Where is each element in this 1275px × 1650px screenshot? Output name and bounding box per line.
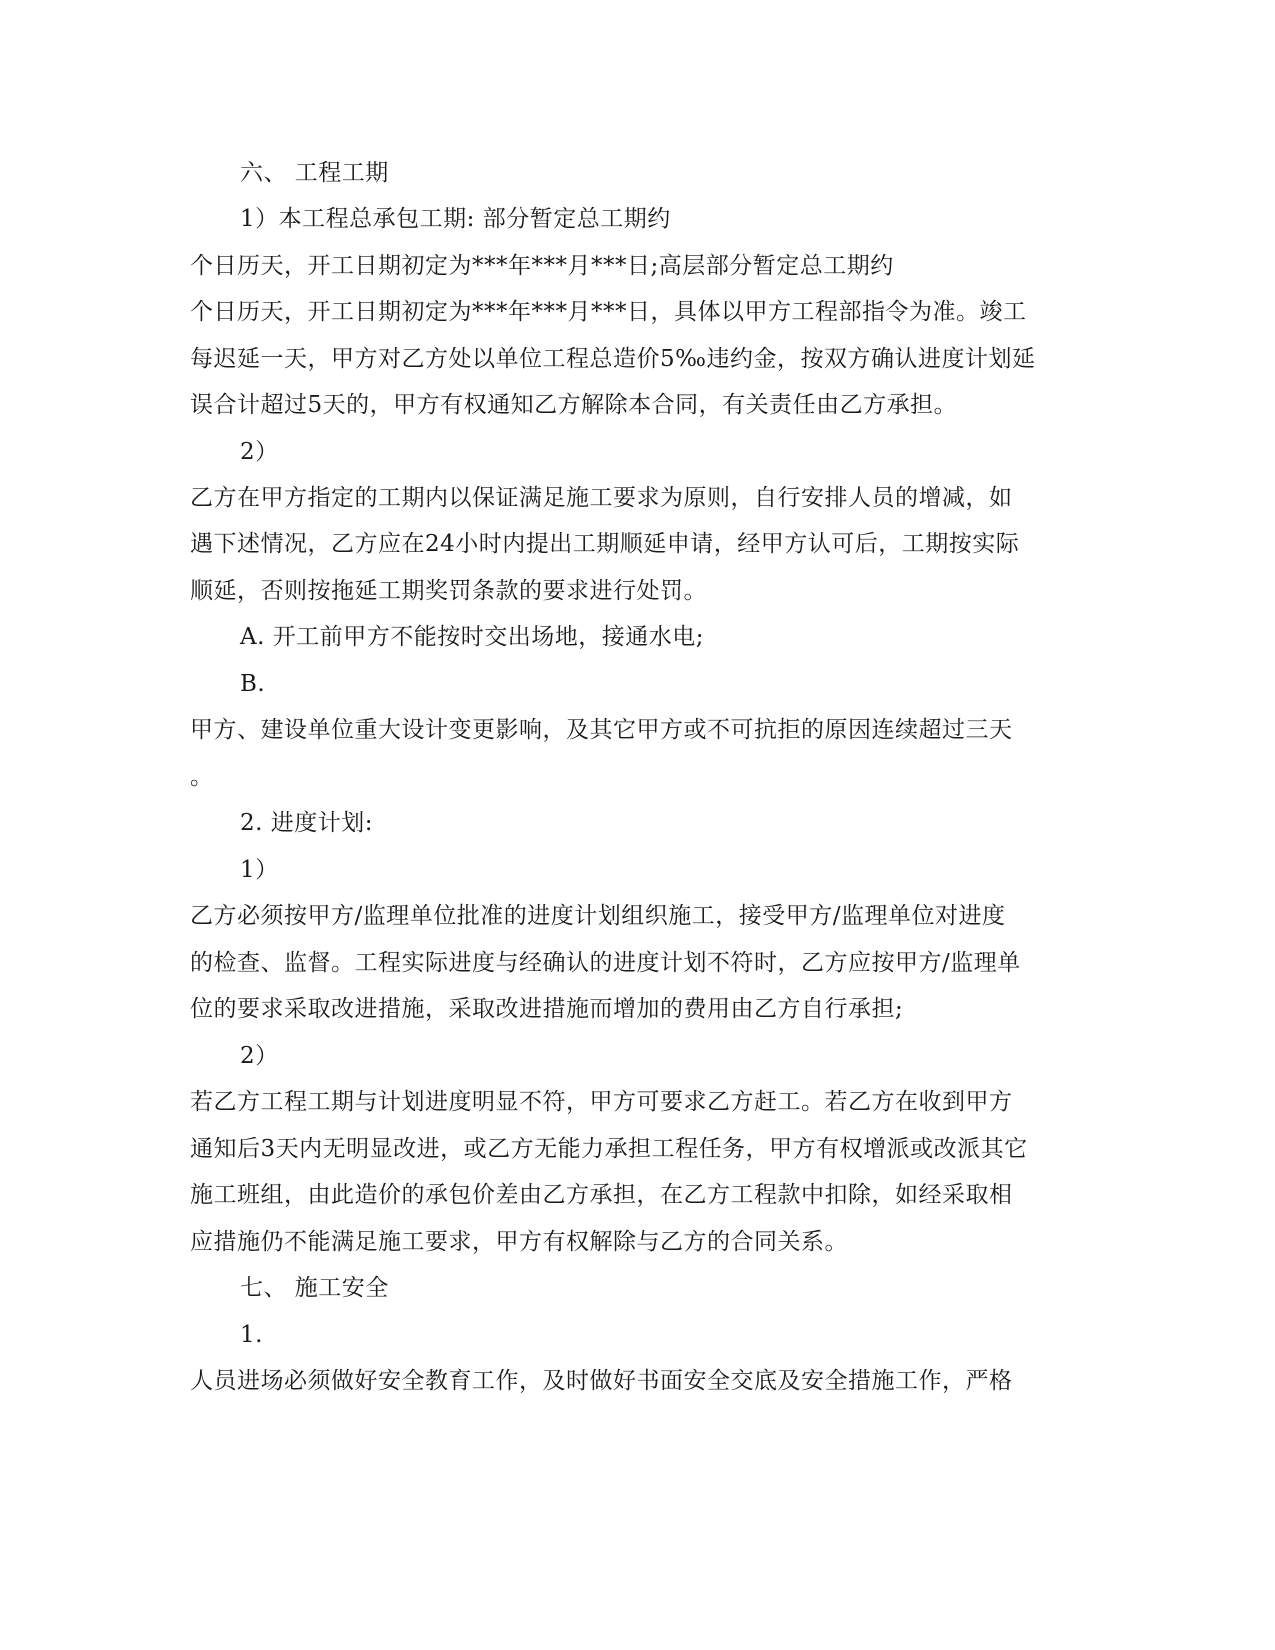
list-item-b: B. [240, 671, 266, 697]
paragraph-line: 个日历天，开工日期初定为***年***月***日，具体以甲方工程部指令为准。竣工 [190, 299, 1027, 325]
paragraph-line: 的检查、监督。工程实际进度与经确认的进度计划不符时，乙方应按甲方/监理单 [190, 950, 1021, 976]
paragraph-line: 1）本工程总承包工期: 部分暂定总工期约 [240, 206, 671, 232]
item-number: 1. [240, 1322, 263, 1348]
subsection-heading: 2. 进度计划: [240, 810, 374, 836]
paragraph-line: 应措施仍不能满足施工要求，甲方有权解除与乙方的合同关系。 [190, 1229, 848, 1255]
paragraph-line: 个日历天，开工日期初定为***年***月***日;高层部分暂定总工期约 [190, 253, 894, 279]
list-item-a: A. 开工前甲方不能按时交出场地，接通水电; [240, 624, 704, 650]
item-number: 2） [240, 1043, 279, 1069]
section-heading-6: 六、 工程工期 [240, 160, 389, 186]
paragraph-line: 施工班组，由此造价的承包价差由乙方承担，在乙方工程款中扣除，如经采取相 [190, 1182, 1013, 1208]
paragraph-line: 误合计超过5天的，甲方有权通知乙方解除本合同，有关责任由乙方承担。 [190, 392, 958, 418]
paragraph-line: 顺延，否则按拖延工期奖罚条款的要求进行处罚。 [190, 578, 707, 604]
paragraph-line: 通知后3天内无明显改进，或乙方无能力承担工程任务，甲方有权增派或改派其它 [190, 1136, 1028, 1162]
paragraph-line: 若乙方工程工期与计划进度明显不符，甲方可要求乙方赶工。若乙方在收到甲方 [190, 1089, 1013, 1115]
item-number: 2） [240, 439, 279, 465]
paragraph-line: 位的要求采取改进措施，采取改进措施而增加的费用由乙方自行承担; [190, 996, 904, 1022]
paragraph-line: 每迟延一天，甲方对乙方处以单位工程总造价5‰违约金，按双方确认进度计划延 [190, 346, 1036, 372]
paragraph-line: 人员进场必须做好安全教育工作，及时做好书面安全交底及安全措施工作，严格 [190, 1368, 1013, 1394]
paragraph-line: 乙方在甲方指定的工期内以保证满足施工要求为原则，自行安排人员的增减，如 [190, 485, 1013, 511]
paragraph-line: 。 [190, 764, 214, 790]
paragraph-line: 乙方必须按甲方/监理单位批准的进度计划组织施工，接受甲方/监理单位对进度 [190, 903, 1006, 929]
paragraph-line: 甲方、建设单位重大设计变更影响，及其它甲方或不可抗拒的原因连续超过三天 [190, 717, 1013, 743]
section-heading-7: 七、 施工安全 [240, 1275, 389, 1301]
paragraph-line: 遇下述情况，乙方应在24小时内提出工期顺延申请，经甲方认可后，工期按实际 [190, 531, 1020, 557]
item-number: 1） [240, 857, 279, 883]
